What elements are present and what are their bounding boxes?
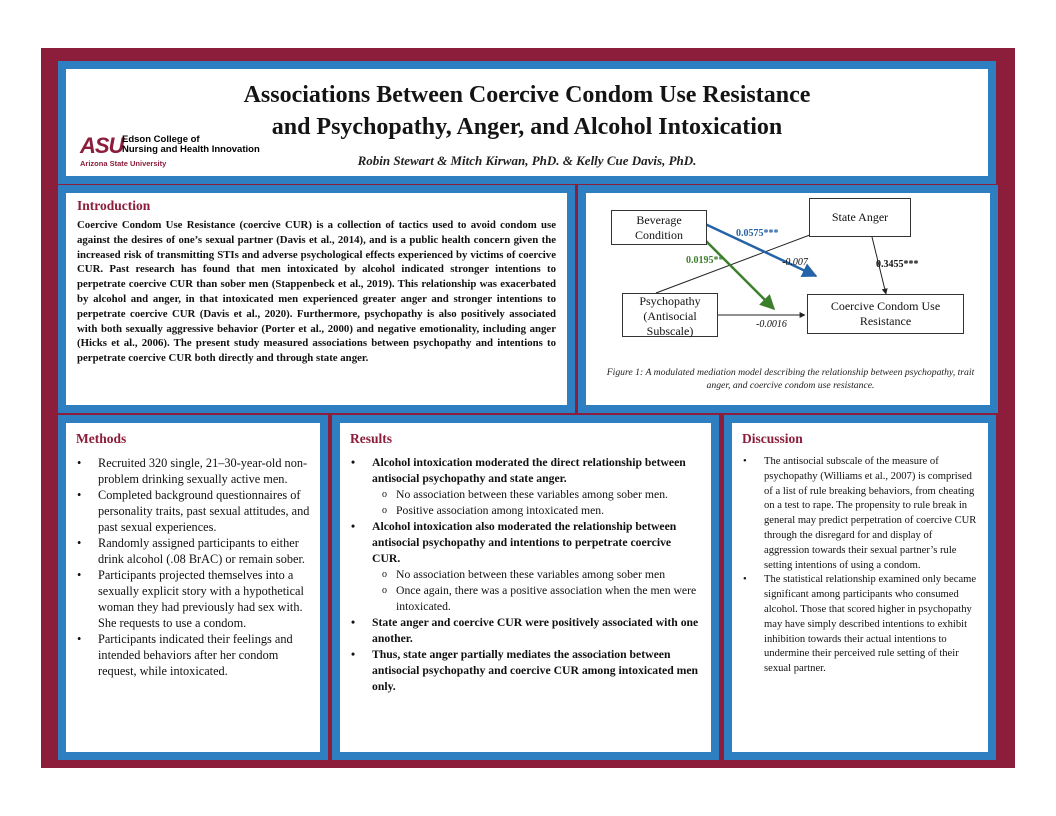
sub-item: o No association between these variables among sober men — [396, 567, 701, 583]
label-bev-anger: 0.0575*** — [736, 228, 779, 239]
list-item: • Recruited 320 single, 21–30-year-old non-problem drinking sexually active men. — [98, 455, 310, 487]
sub-item: o Positive association among intoxicated men. — [396, 503, 701, 519]
methods-panel — [58, 415, 328, 760]
list-item: • Participants indicated their feelings and intended behaviors after her condom request, while intoxicated. — [98, 631, 310, 679]
label-psy-cur: -0.0016 — [756, 319, 787, 330]
sub-item: o Once again, there was a positive association when the men were intoxicated. — [396, 583, 701, 615]
list-item: • Participants projected themselves into a sexually explicit story with a hypothetical woman they had previously had sex with. She requests to use a condom. — [98, 567, 310, 631]
list-item: • Alcohol intoxication also moderated the relationship between antisocial psychopathy and intentions to perpetrate coercive CUR. o No association between these variables among sober men o Once again, there was a positive association when the men were intoxicated. — [372, 519, 701, 615]
results-list — [350, 455, 701, 695]
sub-item: o No association between these variables among sober men. — [396, 487, 701, 503]
asu-mark: ASU — [80, 133, 124, 158]
results-panel — [332, 415, 719, 760]
university-name: Arizona State University — [80, 159, 167, 168]
list-item: • Thus, state anger partially mediates the association between antisocial psychopathy and coercive CUR among intoxicated men only. — [372, 647, 701, 695]
node-psychopathy: Psychopathy (Antisocial Subscale) — [622, 293, 718, 337]
label-bev-cur: 0.0195** — [686, 255, 724, 266]
node-beverage-condition: Beverage Condition — [611, 210, 707, 245]
discussion-panel — [724, 415, 996, 760]
label-anger-cur: 0.3455*** — [876, 259, 919, 270]
methods-list — [76, 455, 310, 679]
label-psy-anger: -0.007 — [782, 257, 808, 268]
results-heading: Results — [350, 431, 393, 446]
model-panel — [578, 185, 998, 413]
introduction-panel — [58, 185, 575, 413]
list-item: • Completed background questionnaires of personality traits, past sexual attitudes, and past sexual experiences. — [98, 487, 310, 535]
title-line-1: Associations Between Coercive Condom Use Resistance — [243, 82, 811, 108]
figure-caption: Figure 1: A modulated mediation model describing the relationship between psychopathy, trait anger, and coercive condom use resistance. — [606, 367, 975, 391]
introduction-heading: Introduction — [77, 198, 151, 213]
list-item: • State anger and coercive CUR were positively associated with one another. — [372, 615, 701, 647]
node-state-anger: State Anger — [809, 198, 911, 237]
list-item: • Alcohol intoxication moderated the direct relationship between antisocial psychopathy and state anger. o No association between these variables among sober men. o Positive association among intoxicated men. — [372, 455, 701, 519]
node-coercive-cur: Coercive Condom Use Resistance — [807, 294, 964, 334]
discussion-list — [742, 455, 978, 677]
list-item: • The statistical relationship examined only became significant among participants who consumed alcohol. Those that scored higher in psychopathy may have simply described intentions to exhibit inhibition towards their actual intentions to undermine their perceived rule setting of their sexual partner. — [764, 573, 978, 677]
discussion-heading: Discussion — [742, 431, 803, 446]
college-name: Edson College of Nursing and Health Innovation — [122, 134, 260, 155]
introduction-text: Coercive Condom Use Resistance (coercive CUR) is a collection of tactics used to avoid condom use against the desires of one’s sexual partner (Davis et al., 2014), and is a public health concern given the increased risk of transmitting STIs and adverse psychological effects experienced by victims of coercive CUR. Past research has found that men intoxicated by alcohol indicated stronger intentions to perpetrate coercive CUR than sober men (Stappenbeck et al., 2019). This relationship was exacerbated by alcohol and anger, in that intoxicated men experienced greater anger and stronger intentions to perpetrate coercive CUR (Davis et al., 2020). Furthermore, psychopathy is also positively associated with both sexually aggressive behavior (Porter et al., 2000) and negative emotionality, including anger (Hicks et al., 2006). The present study measured associations between psychopathy and intentions to perpetrate coercive CUR both directly and through state anger. — [77, 219, 556, 365]
list-item: • Randomly assigned participants to either drink alcohol (.08 BrAC) or remain sober. — [98, 535, 310, 567]
title-line-2: and Psychopathy, Anger, and Alcohol Intoxication — [271, 114, 783, 140]
methods-heading: Methods — [76, 431, 127, 446]
model-figure — [586, 193, 990, 405]
header-panel — [58, 61, 996, 184]
list-item: • The antisocial subscale of the measure of psychopathy (Williams et al., 2007) is comprised of a list of rule breaking behaviors, from cheating on a test to rape. The propensity to rule break in general may predict perpetration of coercive CUR through the disregard for and display of aggression towards their sexual partner’s rule setting intentions of using a condom. — [764, 455, 978, 573]
authors: Robin Stewart & Mitch Kirwan, PhD. & Kelly Cue Davis, PhD. — [357, 153, 697, 168]
poster — [41, 48, 1015, 768]
